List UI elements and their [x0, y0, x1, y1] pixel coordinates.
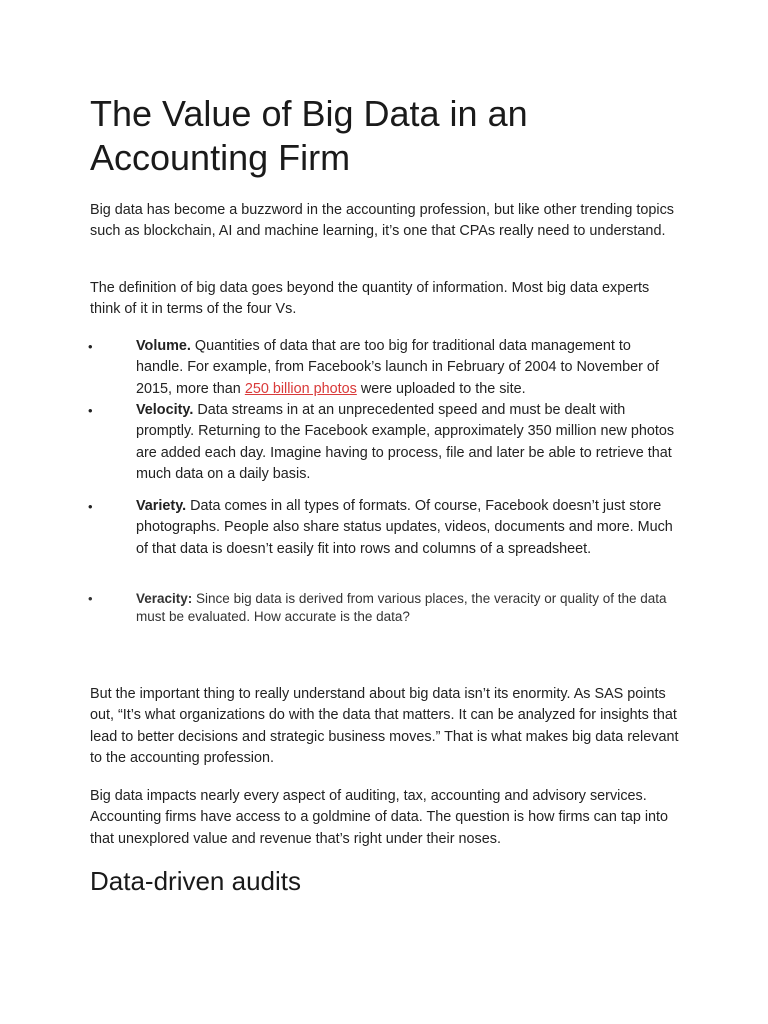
bullet-icon: • [88, 339, 93, 354]
list-item-text [112, 496, 682, 560]
impact-paragraph: Big data impacts nearly every aspect of auditing, tax, accounting and advisory services. Accounting firms have access to a goldmine of data. The question is how firms can tap into that unexplored value and revenue that’s right under their noses. [90, 788, 669, 847]
section-heading: Data-driven audits [90, 866, 301, 896]
list-item-term: Variety. [136, 498, 187, 514]
list-item-body: Since big data is derived from various places, the veracity or quality of the data must be evaluated. How accurate is the data? [136, 591, 667, 624]
list-item-text [112, 400, 682, 485]
list-item-body-end: were uploaded to the site. [356, 380, 526, 397]
bullet-icon: • [88, 403, 93, 418]
list-item-volume [88, 336, 682, 400]
list-item-body: Quantities of data that are too big for traditional data management to handle. For example, from Facebook’s launch in February of 2004 to November of 2015, more than [136, 338, 659, 397]
bullet-icon: • [88, 499, 93, 514]
list-item-velocity [88, 400, 682, 485]
250-billion-photos-link[interactable]: 250 billion photos [244, 380, 357, 397]
list-item-text [112, 590, 682, 625]
bullet-icon: • [88, 591, 93, 606]
list-item-term: Velocity. [136, 402, 194, 418]
list-item-veracity [88, 590, 682, 625]
list-item-variety [88, 496, 682, 560]
list-item-body: Data streams in at an unprecedented speed and must be dealt with promptly. Returning to the Facebook example, approximately 350 million new photos are added each day. Imagine having to process, file and later be able to retrieve that much data on a daily basis. [136, 402, 675, 482]
list-item-term: Volume. [136, 338, 191, 354]
list-item-text [112, 336, 682, 400]
intro-paragraph: Big data has become a buzzword in the accounting profession, but like other trending topics such as blockchain, AI and machine learning, it’s one that CPAs really need to understand. [90, 202, 674, 240]
list-item-body: Data comes in all types of formats. Of course, Facebook doesn’t just store photographs. People also share status updates, videos, documents and more. Much of that data is doesn’t easily fit into rows and columns of a spreadsheet. [136, 498, 673, 557]
importance-paragraph: But the important thing to really understand about big data isn’t its enormity. As SAS points out, “It’s what organizations do with the data that matters. It can be analyzed for insights that lead to better decisions and strategic business moves.” That is what makes big data relevant to the accounting profession. [90, 686, 679, 766]
definition-paragraph: The definition of big data goes beyond the quantity of information. Most big data experts think of it in terms of the four Vs. [90, 280, 650, 318]
list-item-term: Veracity: [136, 591, 193, 606]
article-title: The Value of Big Data in an Accounting Firm [90, 93, 528, 178]
